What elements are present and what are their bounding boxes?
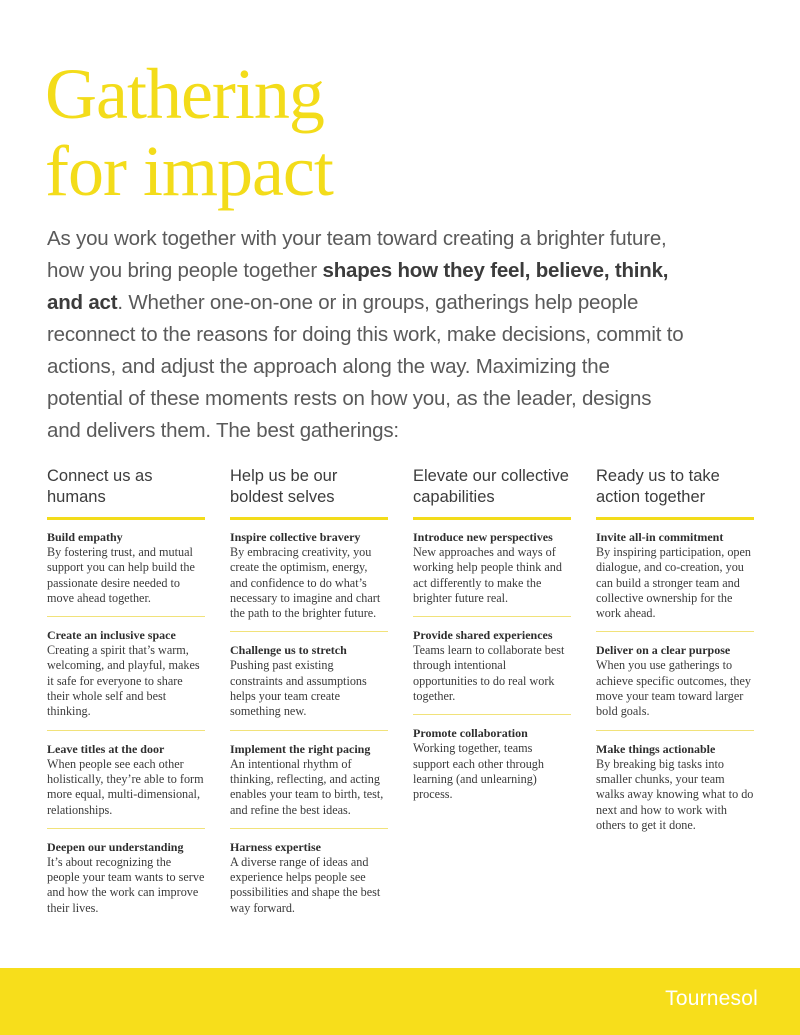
item-title: Implement the right pacing xyxy=(230,741,371,756)
item-title: Harness expertise xyxy=(230,839,321,854)
item-title: Deliver on a clear purpose xyxy=(596,643,731,658)
column-connect xyxy=(47,466,205,937)
item-title: Invite all-in commitment xyxy=(596,530,724,544)
list-item xyxy=(47,628,205,730)
item-body: Pushing past existing constraints and assumptions helps your team create something new. xyxy=(230,658,367,719)
item-title: Inspire collective bravery xyxy=(230,530,361,544)
intro-text-end: . Whether one-on-one or in groups, gatherings help people reconnect to the reasons for doing this work, make decisions, commit to actions, and adjust the approach along the way. Maximizing the potential of these moments rests on how you, as the leader, designs and delivers them. The best gatherings: xyxy=(47,291,684,442)
item-title: Make things actionable xyxy=(596,741,716,756)
item-title: Deepen our understanding xyxy=(47,839,184,854)
column-heading: Ready us to take action together xyxy=(596,467,720,506)
intro-text-start: As you work together with your team toward creating a brighter future, how you bring people together xyxy=(47,227,667,282)
list-item xyxy=(596,530,754,632)
list-item xyxy=(47,530,205,617)
item-body: Working together, teams support each other through learning (and unlearning) process. xyxy=(413,741,544,802)
list-item xyxy=(230,742,388,829)
item-title: Challenge us to stretch xyxy=(230,643,347,658)
column-elevate xyxy=(413,466,571,824)
column-rule xyxy=(413,517,571,520)
list-item xyxy=(596,742,754,843)
item-body: Teams learn to collaborate best through intentional opportunities to do real work together. xyxy=(413,643,565,704)
list-item xyxy=(413,628,571,715)
column-heading: Help us be our boldest selves xyxy=(230,467,338,506)
item-body: When people see each other holistically, they’re able to form more equal, multi-dimensional, relationships. xyxy=(47,756,204,817)
column-rule xyxy=(47,517,205,520)
list-item xyxy=(413,726,571,812)
item-body: When you use gatherings to achieve specific outcomes, they move your team toward larger bold goals. xyxy=(596,658,751,719)
item-title: Create an inclusive space xyxy=(47,628,176,643)
list-item xyxy=(230,840,388,926)
column-heading: Elevate our collective capabilities xyxy=(413,467,569,506)
item-body: An intentional rhythm of thinking, reflecting, and acting enables your team to birth, test, and refine the best ideas. xyxy=(230,756,384,817)
item-title: Promote collaboration xyxy=(413,726,528,741)
item-body: By embracing creativity, you create the optimism, energy, and confidence to do what’s necessary to imagine and chart the path to the brighter future. xyxy=(230,545,381,621)
item-body: By fostering trust, and mutual support you can help build the passionate desire needed to move ahead together. xyxy=(47,545,195,605)
list-item xyxy=(47,742,205,829)
item-title: Leave titles at the door xyxy=(47,741,165,756)
item-title: Build empathy xyxy=(47,530,123,544)
column-boldest xyxy=(230,466,388,937)
brand-logo-text: Tournesol xyxy=(665,987,758,1010)
gathering-columns xyxy=(47,466,757,956)
item-body: It’s about recognizing the people your team wants to serve and how the work can improve their lives. xyxy=(47,854,205,915)
page-title xyxy=(45,56,745,210)
intro-emphasis: shapes how they feel, believe, think, and act xyxy=(47,259,669,314)
page-title-line-1: Gathering xyxy=(45,54,324,134)
column-heading: Connect us as humans xyxy=(47,467,153,506)
item-title: Introduce new perspectives xyxy=(413,530,553,544)
footer-band xyxy=(0,968,800,1035)
item-title: Provide shared experiences xyxy=(413,628,553,643)
item-body: New approaches and ways of working help people think and act differently to make the brighter future real. xyxy=(413,545,562,605)
item-body: By inspiring participation, open dialogue, and co-creation, you can build a stronger team and collective ownership for the work ahead. xyxy=(596,545,752,621)
intro-paragraph xyxy=(47,223,687,447)
list-item xyxy=(47,840,205,926)
column-ready xyxy=(596,466,754,854)
page-title-line-2: for impact xyxy=(45,131,333,211)
list-item xyxy=(596,643,754,730)
item-body: A diverse range of ideas and experience helps people see possibilities and shape the best way forward. xyxy=(230,854,381,915)
list-item xyxy=(230,530,388,632)
list-item xyxy=(413,530,571,617)
item-body: By breaking big tasks into smaller chunks, your team walks away knowing what to do next and how to work with others to get it done. xyxy=(596,756,754,832)
item-body: Creating a spirit that’s warm, welcoming, and playful, makes it safe for everyone to share their whole self and best thinking. xyxy=(47,643,200,719)
column-rule xyxy=(230,517,388,520)
column-rule xyxy=(596,517,754,520)
list-item xyxy=(230,643,388,730)
